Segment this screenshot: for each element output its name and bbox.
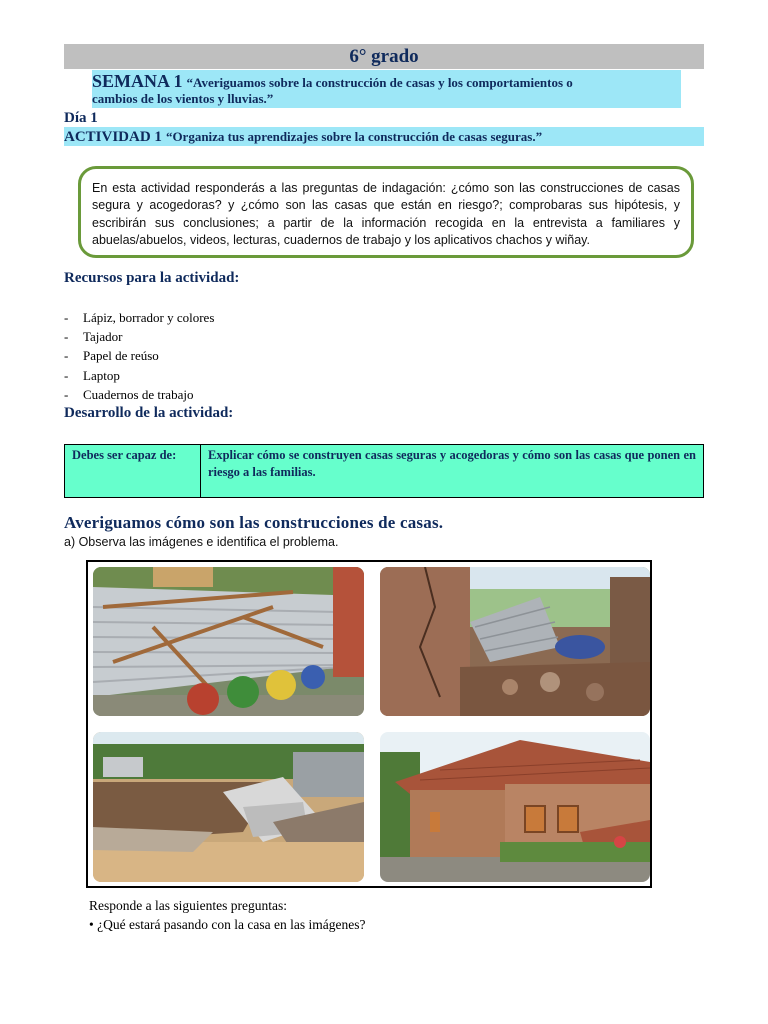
averiguamos-heading: Averiguamos cómo son las construcciones de casas. (64, 513, 444, 532)
list-item: - Lápiz, borrador y colores (64, 310, 215, 325)
landslide-house-image (93, 732, 364, 882)
intro-text: En esta actividad responderás a las preguntas de indagación: ¿cómo son las construcciones de casas segura y acogedoras? y ¿cómo son las casas que están en riesgo?; comprobaras sus hipótesis, y escribirán sus conclusiones; a partir de la información recogida en la entrevista a familiares y abuelas/abuelos, videos, lecturas, cuadernos de trabajo y los aplicativos chachos y wiñay. (92, 181, 680, 247)
photo-grid (86, 560, 652, 888)
table-label-cell: Debes ser capaz de: (65, 445, 201, 497)
actividad-banner (64, 127, 704, 146)
dia-label: Día 1 (64, 110, 98, 126)
instruction-text: a) Observa las imágenes e identifica el problema. (64, 535, 339, 549)
semana-title-line2: cambios de los vientos y lluvias.” (92, 91, 274, 106)
capacidad-table (64, 444, 704, 498)
semana-banner (92, 70, 681, 108)
question-item: • ¿Qué estará pasando con la casa en las imágenes? (89, 917, 366, 932)
semana-label: SEMANA 1 (92, 71, 183, 91)
safe-house-image (380, 732, 650, 882)
collapsed-wall-photo (380, 567, 650, 716)
desarrollo-heading: Desarrollo de la actividad: (64, 405, 234, 421)
list-item: - Papel de reúso (64, 348, 159, 364)
semana-title-line1: “Averiguamos sobre la construcción de casas y los comportamientos o (186, 75, 573, 90)
list-item: - Cuadernos de trabajo (64, 386, 194, 402)
safe-house-photo (380, 732, 650, 882)
list-item: - Tajador (64, 329, 123, 345)
collapsed-roof-photo (93, 567, 364, 716)
questions-intro: Responde a las siguientes preguntas: (89, 898, 287, 913)
actividad-title: “Organiza tus aprendizajes sobre la construcción de casas seguras.” (165, 129, 543, 144)
collapsed-roof-image (93, 567, 364, 716)
recursos-list (64, 308, 214, 404)
table-content-cell: Explicar cómo se construyen casas seguras y acogedoras y cómo son las casas que ponen en riesgo a las familias. (208, 448, 696, 479)
actividad-label: ACTIVIDAD 1 (64, 129, 162, 145)
landslide-house-photo (93, 732, 364, 882)
recursos-heading: Recursos para la actividad: (64, 270, 240, 286)
list-item: - Laptop (64, 367, 120, 383)
grade-title: 6° grado (64, 44, 704, 69)
collapsed-wall-image (380, 567, 650, 716)
